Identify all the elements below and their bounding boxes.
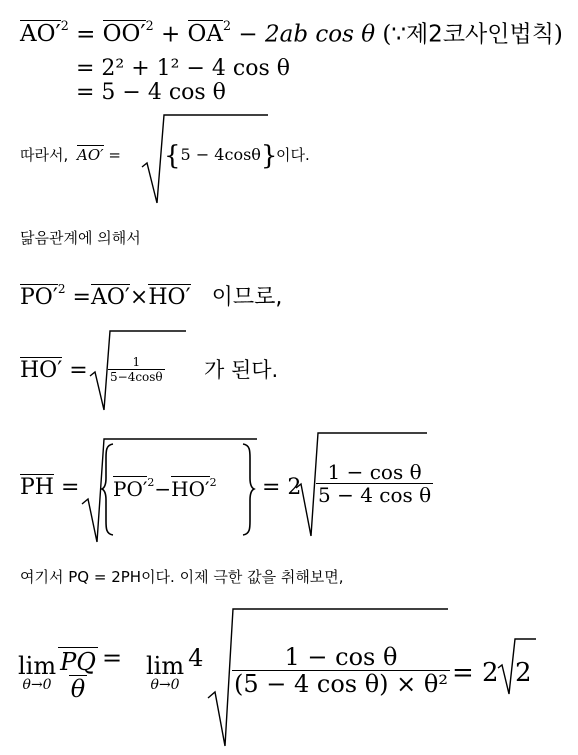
equals-sign: =: [76, 21, 96, 48]
minus-sign: −: [238, 21, 258, 48]
radicand: 5 − 4cosθ: [180, 145, 261, 164]
equation-law-of-cosines: [20, 20, 563, 46]
fraction-numerator: 1 − cos θ: [327, 460, 422, 484]
equation-step-2: = 2² + 1² − 4 cos θ: [76, 56, 290, 81]
exponent: 2: [147, 476, 155, 489]
root-value: 2: [515, 658, 532, 688]
korean-text: 가 된다.: [204, 358, 279, 382]
reason-close: ): [553, 21, 563, 48]
segment-ao: AO′: [77, 146, 104, 164]
segment-ao: AO′: [20, 21, 61, 48]
lim-text: lim: [146, 652, 185, 680]
korean-text: 이다.: [276, 146, 310, 164]
equation-step-3: = 5 − 4 cos θ: [76, 80, 226, 105]
equals-two: = 2: [452, 658, 499, 688]
segment-oo: OO′: [102, 21, 146, 48]
equation-ho: [20, 360, 88, 382]
line-therefore-ao: [20, 148, 121, 163]
limit-right: [146, 646, 203, 692]
segment-ph: PH: [20, 475, 54, 500]
korean-text: 이므로,: [211, 284, 283, 310]
times-sign: ×: [129, 284, 149, 310]
segment-po: PO′: [20, 284, 58, 310]
reason-open: (∵: [382, 21, 406, 48]
limit-left: [18, 646, 122, 701]
brace-left: {: [164, 141, 181, 171]
brace-right-icon: [240, 442, 256, 537]
segment-ao: AO′: [90, 284, 130, 310]
segment-ho: HO′: [20, 358, 63, 383]
segment-ho: HO′: [148, 284, 191, 310]
exponent: 2: [209, 476, 217, 489]
equals-sign: =: [101, 644, 123, 672]
sqrt-content: [164, 143, 277, 169]
fraction-denominator: 5−4cosθ: [110, 370, 163, 384]
exponent: 2: [223, 18, 232, 33]
equals-sign: =: [72, 284, 91, 310]
fraction-numerator: PQ: [60, 648, 96, 676]
exponent: 2: [57, 282, 66, 296]
equals-sign: =: [61, 475, 80, 500]
radicand-difference: [113, 477, 217, 499]
lim-subscript: θ→0: [150, 677, 180, 693]
equation-ph-label: [20, 477, 79, 499]
segment-oa: OA: [187, 21, 224, 48]
fraction-ph: [316, 462, 433, 505]
korean-text: 따라서,: [20, 146, 69, 164]
fraction-small: [108, 356, 165, 383]
coefficient: 4: [188, 644, 204, 672]
minus-sign: −: [154, 476, 172, 501]
fraction-denominator: 5 − 4 cos θ: [318, 483, 432, 507]
fraction-numerator: 1 − cos θ: [284, 643, 398, 671]
cos-term: 2ab cos θ: [264, 21, 376, 48]
brace-right: }: [260, 141, 278, 171]
fraction-denominator: θ: [70, 675, 86, 703]
exponent: 2: [145, 18, 154, 33]
lim-subscript: θ→0: [22, 677, 52, 693]
plus-sign: +: [160, 21, 181, 48]
reason-text: 제2코사인법칙: [405, 21, 554, 48]
lim-text: lim: [18, 652, 57, 680]
korean-text: 닮음관계에 의해서: [20, 229, 141, 247]
fraction-denominator: (5 − 4 cos θ) × θ²: [234, 670, 448, 698]
equation-similarity: [20, 283, 282, 309]
exponent: 2: [60, 18, 69, 33]
segment-po: PO′: [113, 476, 148, 501]
korean-text: 여기서 PQ = 2PH이다. 이제 극한 값을 취해보면,: [20, 568, 344, 586]
equals-two: = 2: [262, 475, 302, 500]
equals-sign: =: [108, 146, 121, 164]
fraction-numerator: 1: [132, 355, 141, 369]
fraction-limit: [232, 645, 450, 696]
segment-ho: HO′: [171, 476, 210, 501]
equals-sign: =: [69, 358, 88, 383]
